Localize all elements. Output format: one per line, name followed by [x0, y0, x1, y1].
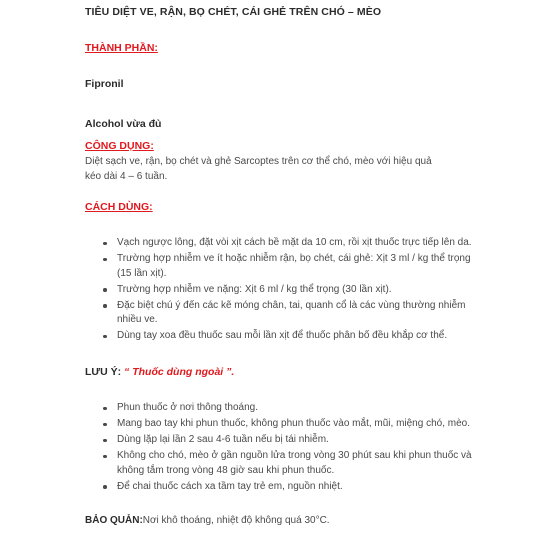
usage-heading: CÔNG DỤNG: — [85, 140, 154, 152]
usage-text: Diệt sạch ve, rận, bọ chét và ghẻ Sarcoptes trên cơ thể chó, mèo với hiệu quả kéo dài 4 – 6 tuần. — [85, 156, 432, 182]
composition-item: Fipronil — [85, 78, 124, 90]
list-item: Để chai thuốc cách xa tầm tay trẻ em, nguồn nhiệt. — [117, 480, 477, 495]
directions-heading: CÁCH DÙNG: — [85, 201, 153, 213]
list-item: Không cho chó, mèo ở gần nguồn lửa trong vòng 30 phút sau khi phun thuốc và không tắm trong vòng 48 giờ sau khi phun thuốc. — [117, 449, 477, 478]
list-item: Trường hợp nhiễm ve nặng: Xịt 6 ml / kg thể trọng (30 lần xịt). — [117, 283, 477, 298]
note-line — [85, 366, 234, 378]
list-item: Mang bao tay khi phun thuốc, không phun thuốc vào mắt, mũi, miệng chó, mèo. — [117, 417, 477, 432]
page-title: TIÊU DIỆT VE, RẬN, BỌ CHÉT, CÁI GHẺ TRÊN CHÓ – MÈO — [85, 6, 382, 18]
storage-value: Nơi khô thoáng, nhiệt độ không quá 30°C. — [142, 515, 330, 526]
list-item: Dùng lặp lại lần 2 sau 4-6 tuần nếu bị tái nhiễm. — [117, 433, 477, 448]
directions-list — [85, 236, 477, 345]
list-item: Đặc biệt chú ý đến các kẽ móng chân, tai, quanh cổ là các vùng thường nhiễm nhiều ve. — [117, 299, 477, 328]
composition-heading: THÀNH PHẦN: — [85, 42, 158, 54]
note-label: LƯU Ý: — [85, 366, 122, 378]
storage-label: BẢO QUẢN: — [85, 515, 143, 526]
note-value: “ Thuốc dùng ngoài ”. — [124, 366, 235, 378]
list-item: Phun thuốc ở nơi thông thoáng. — [117, 401, 477, 416]
list-item: Trường hợp nhiễm ve ít hoặc nhiễm rận, bọ chét, cái ghẻ: Xịt 3 ml / kg thể trọng (15 lần xịt). — [117, 252, 477, 281]
list-item: Vạch ngược lông, đặt vòi xịt cách bề mặt da 10 cm, rồi xịt thuốc trực tiếp lên da. — [117, 236, 477, 251]
list-item: Dùng tay xoa đều thuốc sau mỗi lần xịt để thuốc phân bố đều khắp cơ thể. — [117, 329, 477, 344]
composition-item: Alcohol vừa đủ — [85, 118, 162, 130]
storage-line — [85, 515, 330, 526]
cautions-list — [85, 401, 477, 496]
